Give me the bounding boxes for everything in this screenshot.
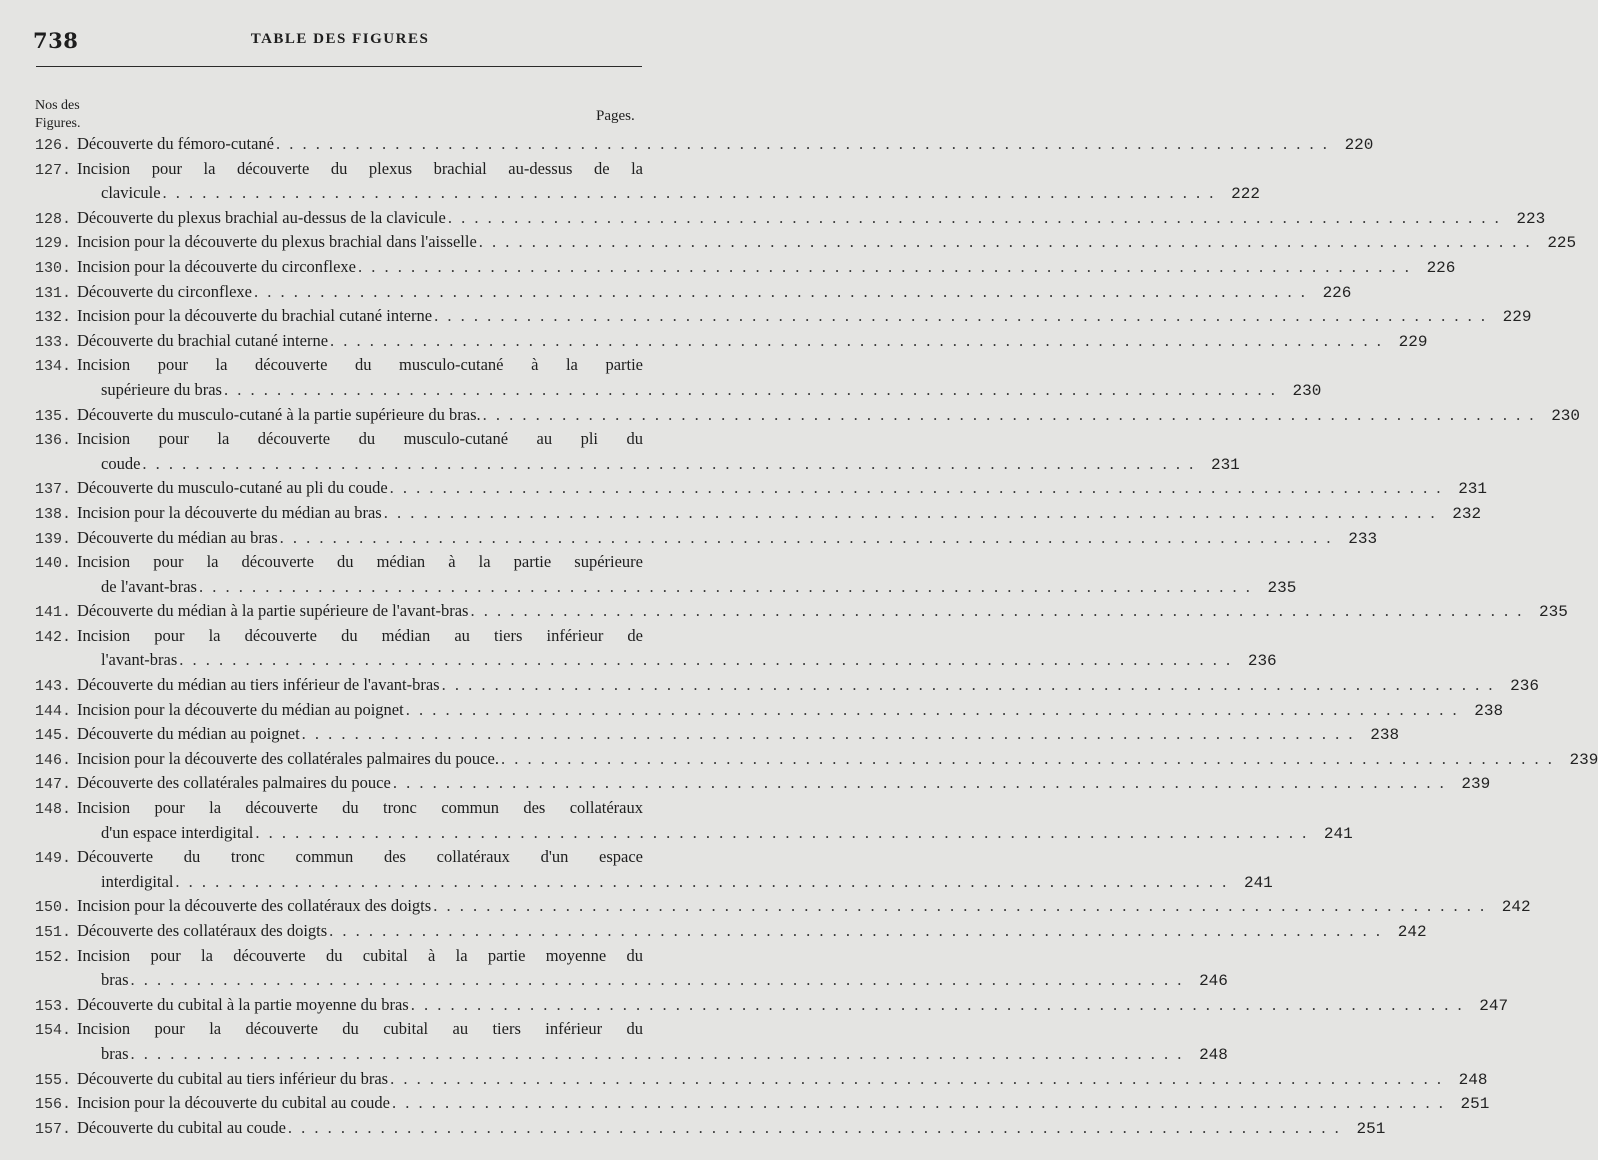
figure-title: l'avant-bras bbox=[101, 650, 178, 670]
figure-list bbox=[35, 132, 1598, 1140]
page-reference: 241 bbox=[1243, 873, 1273, 892]
figure-title: d'un espace interdigital bbox=[101, 822, 254, 842]
figure-number: 130. bbox=[35, 259, 72, 277]
figure-entry bbox=[35, 132, 1374, 157]
figure-entry bbox=[35, 624, 1277, 673]
figure-title: Découverte du brachial cutané interne bbox=[77, 330, 329, 350]
figure-title-with-leader bbox=[77, 403, 1536, 428]
dot-leader: . . . . . . . . . . . . . . . . . . . . . . . . . . . . . . . . . . . . . . . . . . . . . . . . . . . . . . . . . . . . . . . . . . . . . . . . . . . . . . . . bbox=[179, 650, 1233, 670]
figure-number: 151. bbox=[35, 924, 72, 941]
dot-leader: . . . . . . . . . . . . . . . . . . . . . . . . . . . . . . . . . . . . . . . . . . . . . . . . . . . . . . . . . . . . . . . . . . . . . . . . . . . . . . . . bbox=[276, 134, 1330, 153]
figure-entry-line bbox=[35, 1116, 1386, 1141]
page-reference: 231 bbox=[1210, 455, 1240, 474]
figure-title-with-leader bbox=[77, 206, 1501, 231]
figure-number: 136. bbox=[35, 432, 72, 450]
figure-number: 156. bbox=[35, 1096, 72, 1114]
figure-number: 149. bbox=[35, 850, 72, 868]
dot-leader: . . . . . . . . . . . . . . . . . . . . . . . . . . . . . . . . . . . . . . . . . . . . . . . . . . . . . . . . . . . . . . . . . . . . . . . . . . . . . . . . bbox=[410, 994, 1465, 1014]
page-reference: 226 bbox=[1322, 283, 1352, 302]
figure-number: 134. bbox=[35, 358, 72, 376]
page-reference: 242 bbox=[1501, 898, 1531, 917]
figure-entry bbox=[35, 526, 1378, 551]
figure-title: interdigital bbox=[101, 871, 174, 891]
figure-title-with-leader bbox=[77, 771, 1446, 796]
figure-title-with-leader bbox=[101, 870, 1229, 895]
dot-leader: . . . . . . . . . . . . . . . . . . . . . . . . . . . . . . . . . . . . . . . . . . . . . . . . . . . . . . . . . . . . . . . . . . . . . . . . . . . . . . . . bbox=[142, 453, 1196, 473]
figure-entry-line bbox=[35, 230, 1577, 255]
page-reference: 235 bbox=[1539, 603, 1568, 622]
figure-title: Incision pour la découverte du circonflexe bbox=[77, 256, 357, 276]
figure-entry bbox=[35, 206, 1546, 231]
figure-entry-line bbox=[35, 796, 643, 821]
page-reference: 236 bbox=[1247, 652, 1277, 671]
figure-title: Découverte du fémoro-cutané bbox=[77, 134, 274, 153]
figure-entry-line bbox=[35, 870, 1273, 895]
figure-title-with-leader bbox=[77, 919, 1383, 944]
figure-number: 146. bbox=[35, 751, 72, 769]
figure-number: 135. bbox=[35, 407, 72, 425]
page-reference: 239 bbox=[1461, 775, 1491, 794]
figure-number: 148. bbox=[35, 801, 72, 819]
figure-entry-line bbox=[35, 206, 1546, 231]
figure-entry bbox=[35, 403, 1580, 428]
figure-entry bbox=[35, 944, 1228, 993]
dot-leader: . . . . . . . . . . . . . . . . . . . . . . . . . . . . . . . . . . . . . . . . . . . . . . . . . . . . . . . . . . . . . . . . . . . . . . . . . . . . . . . . bbox=[500, 748, 1555, 768]
page-reference: 242 bbox=[1397, 923, 1427, 941]
figure-number: 154. bbox=[35, 1022, 72, 1040]
figure-title: Découverte du cubital au coude bbox=[77, 1117, 286, 1137]
figure-title-with-leader bbox=[77, 304, 1487, 329]
figure-title-with-leader bbox=[77, 747, 1554, 772]
figure-title: Découverte des collatéraux des doigts bbox=[77, 921, 328, 940]
figure-title: clavicule bbox=[101, 183, 161, 203]
figure-title: Incision pour la découverte du musculo-cutané au pli du bbox=[77, 429, 643, 449]
figure-number: 144. bbox=[35, 702, 72, 720]
figure-title-with-leader bbox=[77, 476, 1443, 501]
figure-title: Incision pour la découverte du musculo-cutané à la partie bbox=[77, 355, 643, 375]
figure-entry bbox=[35, 1017, 1228, 1066]
figure-entry-line bbox=[35, 1042, 1228, 1067]
page-reference: 251 bbox=[1356, 1119, 1386, 1138]
figure-title-with-leader bbox=[101, 821, 1309, 846]
figure-title: Incision pour la découverte du médian au poignet bbox=[77, 699, 404, 719]
figure-title-with-leader bbox=[77, 1067, 1443, 1092]
dot-leader: . . . . . . . . . . . . . . . . . . . . . . . . . . . . . . . . . . . . . . . . . . . . . . . . . . . . . . . . . . . . . . . . . . . . . . . . . . . . . . . . bbox=[301, 724, 1356, 744]
dot-leader: . . . . . . . . . . . . . . . . . . . . . . . . . . . . . . . . . . . . . . . . . . . . . . . . . . . . . . . . . . . . . . . . . . . . . . . . . . . . . . . . bbox=[433, 896, 1487, 916]
figure-entry bbox=[35, 255, 1456, 280]
page-reference: 230 bbox=[1292, 381, 1322, 400]
figure-entry bbox=[35, 845, 1273, 894]
page-reference: 241 bbox=[1323, 824, 1353, 843]
figure-title: Incision pour la découverte des collatérales palmaires du pouce. bbox=[77, 748, 499, 768]
figure-title-with-leader bbox=[101, 648, 1233, 673]
figure-entry-line bbox=[35, 304, 1532, 329]
page-reference: 233 bbox=[1348, 529, 1378, 548]
figure-title: Incision pour la découverte du médian au tiers inférieur de bbox=[77, 625, 643, 645]
page-reference: 238 bbox=[1474, 701, 1504, 720]
figure-title-with-leader bbox=[77, 230, 1532, 255]
figure-entry bbox=[35, 476, 1488, 501]
figure-title: Incision pour la découverte du médian au bras bbox=[77, 502, 382, 522]
page-reference: 235 bbox=[1267, 578, 1297, 597]
page-reference: 231 bbox=[1458, 480, 1488, 499]
dot-leader: . . . . . . . . . . . . . . . . . . . . . . . . . . . . . . . . . . . . . . . . . . . . . . . . . . . . . . . . . . . . . . . . . . . . . . . . . . . . . . . . bbox=[223, 379, 1278, 399]
page-reference: 220 bbox=[1344, 136, 1374, 154]
figure-number: 138. bbox=[35, 505, 72, 523]
figure-entry-line bbox=[35, 501, 1482, 526]
figure-title-with-leader bbox=[77, 698, 1459, 723]
figure-entry-line bbox=[35, 1091, 1490, 1116]
page-reference: 238 bbox=[1370, 726, 1400, 745]
figure-number: 133. bbox=[35, 333, 72, 351]
dot-leader: . . . . . . . . . . . . . . . . . . . . . . . . . . . . . . . . . . . . . . . . . . . . . . . . . . . . . . . . . . . . . . . . . . . . . . . . . . . . . . . . bbox=[389, 478, 1444, 498]
figure-title: Découverte du tronc commun des collatéraux d'un espace bbox=[77, 847, 643, 867]
figure-title: Incision pour la découverte du médian à la partie supérieure bbox=[77, 552, 643, 572]
figure-title-with-leader bbox=[77, 673, 1495, 698]
page-reference: 239 bbox=[1569, 750, 1598, 769]
figure-title-with-leader bbox=[101, 181, 1216, 206]
figure-title: Incision pour la découverte du cubital à la partie moyenne du bbox=[77, 945, 643, 965]
page-reference: 223 bbox=[1516, 209, 1546, 228]
figure-title: Incision pour la découverte du brachial cutané interne bbox=[77, 306, 433, 326]
figure-entry-line bbox=[35, 181, 1260, 206]
dot-leader: . . . . . . . . . . . . . . . . . . . . . . . . . . . . . . . . . . . . . . . . . . . . . . . . . . . . . . . . . . . . . . . . . . . . . . . . . . . . . . . . bbox=[255, 822, 1309, 842]
figure-entry-line bbox=[35, 894, 1531, 919]
page-reference: 229 bbox=[1398, 332, 1428, 351]
dot-leader: . . . . . . . . . . . . . . . . . . . . . . . . . . . . . . . . . . . . . . . . . . . . . . . . . . . . . . . . . . . . . . . . . . . . . . . . . . . . . . . . bbox=[441, 675, 1495, 695]
figure-title-with-leader bbox=[77, 993, 1464, 1018]
figure-title-with-leader bbox=[101, 378, 1277, 403]
figure-title: Incision pour la découverte des collatéraux des doigts bbox=[77, 896, 432, 916]
figure-title-with-leader bbox=[101, 1042, 1184, 1067]
page-number: 738 bbox=[33, 28, 79, 53]
figure-entry bbox=[35, 599, 1568, 624]
dot-leader: . . . . . . . . . . . . . . . . . . . . . . . . . . . . . . . . . . . . . . . . . . . . . . . . . . . . . . . . . . . . . . . . . . . . . . . . . . . . . . . . bbox=[162, 183, 1216, 203]
figure-title-with-leader bbox=[77, 132, 1329, 157]
figure-title: Découverte du médian au bras bbox=[77, 527, 278, 547]
figure-entry-line bbox=[35, 648, 1277, 673]
dot-leader: . . . . . . . . . . . . . . . . . . . . . . . . . . . . . . . . . . . . . . . . . . . . . . . . . . . . . . . . . . . . . . . . . . . . . . . . . . . . . . . . bbox=[175, 871, 1229, 891]
figure-entry bbox=[35, 747, 1598, 772]
figure-entry-line bbox=[35, 452, 1240, 477]
figure-entry-line bbox=[35, 132, 1374, 157]
figure-title: Découverte du médian au tiers inférieur de l'avant-bras bbox=[77, 675, 440, 695]
figure-title: de l'avant-bras bbox=[101, 576, 197, 596]
dot-leader: . . . . . . . . . . . . . . . . . . . . . . . . . . . . . . . . . . . . . . . . . . . . . . . . . . . . . . . . . . . . . . . . . . . . . . . . . . . . . . . . bbox=[405, 699, 1460, 719]
figure-entry-line bbox=[35, 845, 643, 870]
figure-entry bbox=[35, 993, 1509, 1018]
figure-entry bbox=[35, 919, 1427, 944]
figure-entry-line bbox=[35, 599, 1568, 624]
column-label-pages: Pages. bbox=[596, 108, 635, 124]
page-reference: 251 bbox=[1460, 1095, 1490, 1114]
figure-number: 152. bbox=[35, 948, 72, 966]
figure-entry-line bbox=[35, 1067, 1488, 1092]
figure-title-with-leader bbox=[77, 526, 1333, 551]
dot-leader: . . . . . . . . . . . . . . . . . . . . . . . . . . . . . . . . . . . . . . . . . . . . . . . . . . . . . . . . . . . . . . . . . . . . . . . . . . . . . . . . bbox=[482, 404, 1536, 424]
figure-title-with-leader bbox=[101, 575, 1252, 600]
figure-entry-line bbox=[35, 919, 1427, 944]
figure-entry-line bbox=[35, 255, 1456, 280]
figure-entry bbox=[35, 894, 1531, 919]
figure-title: coude bbox=[101, 453, 141, 473]
figure-entry bbox=[35, 698, 1504, 723]
running-title: TABLE DES FIGURES bbox=[250, 31, 430, 47]
figure-entry bbox=[35, 722, 1400, 747]
figure-title-with-leader bbox=[77, 722, 1355, 747]
figure-number: 132. bbox=[35, 309, 72, 327]
dot-leader: . . . . . . . . . . . . . . . . . . . . . . . . . . . . . . . . . . . . . . . . . . . . . . . . . . . . . . . . . . . . . . . . . . . . . . . . . . . . . . . . bbox=[447, 207, 1502, 227]
figure-entry-line bbox=[35, 403, 1580, 428]
dot-leader: . . . . . . . . . . . . . . . . . . . . . . . . . . . . . . . . . . . . . . . . . . . . . . . . . . . . . . . . . . . . . . . . . . . . . . . . . . . . . . . . bbox=[470, 601, 1524, 621]
page-reference: 229 bbox=[1502, 308, 1532, 327]
page-reference: 222 bbox=[1231, 185, 1260, 204]
figure-entry bbox=[35, 1091, 1490, 1116]
page-reference: 248 bbox=[1199, 1045, 1228, 1064]
figure-title-with-leader bbox=[77, 1116, 1341, 1141]
dot-leader: . . . . . . . . . . . . . . . . . . . . . . . . . . . . . . . . . . . . . . . . . . . . . . . . . . . . . . . . . . . . . . . . . . . . . . . . . . . . . . . . bbox=[130, 970, 1184, 990]
figure-entry-line bbox=[35, 427, 643, 452]
figure-title: Découverte du plexus brachial au-dessus de la clavicule bbox=[77, 207, 446, 227]
column-label-numbers-line2: Figures. bbox=[35, 116, 81, 131]
page-reference: 230 bbox=[1551, 406, 1580, 425]
figure-title: bras bbox=[101, 1043, 129, 1063]
column-label-numbers-line1: Nos des bbox=[35, 98, 80, 113]
dot-leader: . . . . . . . . . . . . . . . . . . . . . . . . . . . . . . . . . . . . . . . . . . . . . . . . . . . . . . . . . . . . . . . . . . . . . . . . . . . . . . . . bbox=[390, 1068, 1444, 1088]
figure-title-with-leader bbox=[77, 1091, 1445, 1116]
page-reference: 247 bbox=[1479, 996, 1509, 1015]
page-reference: 225 bbox=[1547, 234, 1577, 253]
figure-entry-line bbox=[35, 722, 1400, 747]
figure-entry bbox=[35, 501, 1482, 526]
figure-number: 131. bbox=[35, 284, 72, 302]
figure-title: Découverte du médian à la partie supérieure de l'avant-bras bbox=[77, 601, 469, 621]
figure-title-with-leader bbox=[77, 599, 1524, 624]
figure-entry bbox=[35, 771, 1491, 796]
figure-entry bbox=[35, 353, 1322, 402]
figure-number: 129. bbox=[35, 235, 72, 253]
figure-number: 127. bbox=[35, 161, 72, 179]
figure-title: Incision pour la découverte du cubital au tiers inférieur du bbox=[77, 1019, 643, 1039]
figure-entry-line bbox=[35, 353, 643, 378]
figure-number: 126. bbox=[35, 137, 72, 154]
figure-entry bbox=[35, 550, 1297, 599]
page-reference: 236 bbox=[1510, 677, 1539, 696]
figure-entry-line bbox=[35, 993, 1509, 1018]
dot-leader: . . . . . . . . . . . . . . . . . . . . . . . . . . . . . . . . . . . . . . . . . . . . . . . . . . . . . . . . . . . . . . . . . . . . . . . . . . . . . . . . bbox=[392, 773, 1447, 793]
figure-entry bbox=[35, 329, 1428, 354]
page-reference: 248 bbox=[1458, 1070, 1488, 1089]
figure-entry-line bbox=[35, 329, 1428, 354]
figure-entry-line bbox=[35, 944, 643, 969]
figure-title: supérieure du bras bbox=[101, 379, 222, 399]
page-reference: 246 bbox=[1199, 972, 1228, 991]
dot-leader: . . . . . . . . . . . . . . . . . . . . . . . . . . . . . . . . . . . . . . . . . . . . . . . . . . . . . . . . . . . . . . . . . . . . . . . . . . . . . . . . bbox=[254, 281, 1308, 301]
figure-entry-line bbox=[35, 1017, 643, 1042]
figure-number: 141. bbox=[35, 604, 72, 622]
figure-entry bbox=[35, 673, 1539, 698]
figure-number: 139. bbox=[35, 530, 72, 548]
figure-entry bbox=[35, 1116, 1386, 1141]
figure-title-with-leader bbox=[101, 968, 1184, 993]
dot-leader: . . . . . . . . . . . . . . . . . . . . . . . . . . . . . . . . . . . . . . . . . . . . . . . . . . . . . . . . . . . . . . . . . . . . . . . . . . . . . . . . bbox=[279, 527, 1334, 547]
figure-number: 143. bbox=[35, 678, 72, 696]
column-label-numbers bbox=[35, 97, 81, 133]
figure-title: Découverte du cubital au tiers inférieur du bras bbox=[77, 1068, 389, 1088]
figure-entry-line bbox=[35, 771, 1491, 796]
figure-number: 147. bbox=[35, 776, 72, 794]
figure-title: Incision pour la découverte du plexus brachial au-dessus de la bbox=[77, 158, 643, 178]
figure-title-with-leader bbox=[77, 329, 1383, 354]
dot-leader: . . . . . . . . . . . . . . . . . . . . . . . . . . . . . . . . . . . . . . . . . . . . . . . . . . . . . . . . . . . . . . . . . . . . . . . . . . . . . . . . bbox=[434, 306, 1488, 326]
figure-title: Découverte du médian au poignet bbox=[77, 724, 300, 744]
figure-entry-line bbox=[35, 280, 1352, 305]
dot-leader: . . . . . . . . . . . . . . . . . . . . . . . . . . . . . . . . . . . . . . . . . . . . . . . . . . . . . . . . . . . . . . . . . . . . . . . . . . . . . . . . bbox=[383, 502, 1438, 522]
dot-leader: . . . . . . . . . . . . . . . . . . . . . . . . . . . . . . . . . . . . . . . . . . . . . . . . . . . . . . . . . . . . . . . . . . . . . . . . . . . . . . . . bbox=[287, 1117, 1342, 1137]
figure-number: 128. bbox=[35, 210, 72, 228]
figure-number: 140. bbox=[35, 555, 72, 573]
figure-title: Découverte du circonflexe bbox=[77, 281, 252, 301]
figure-entry-line bbox=[35, 624, 643, 649]
figure-number: 150. bbox=[35, 899, 72, 917]
figure-entry-line bbox=[35, 157, 643, 182]
figure-title-with-leader bbox=[77, 501, 1437, 526]
dot-leader: . . . . . . . . . . . . . . . . . . . . . . . . . . . . . . . . . . . . . . . . . . . . . . . . . . . . . . . . . . . . . . . . . . . . . . . . . . . . . . . . bbox=[478, 232, 1533, 252]
figure-entry bbox=[35, 1067, 1488, 1092]
dot-leader: . . . . . . . . . . . . . . . . . . . . . . . . . . . . . . . . . . . . . . . . . . . . . . . . . . . . . . . . . . . . . . . . . . . . . . . . . . . . . . . . bbox=[130, 1043, 1184, 1063]
figure-number: 137. bbox=[35, 481, 72, 499]
figure-entry-line bbox=[35, 575, 1297, 600]
figure-title-with-leader bbox=[77, 255, 1411, 280]
page-reference: 232 bbox=[1452, 504, 1482, 523]
header-rule bbox=[36, 66, 642, 67]
figure-entry bbox=[35, 796, 1353, 845]
figure-title: Découverte des collatérales palmaires du pouce bbox=[77, 773, 391, 793]
figure-entry-line bbox=[35, 968, 1228, 993]
figure-title: Incision pour la découverte du plexus brachial dans l'aisselle bbox=[77, 232, 477, 252]
figure-number: 157. bbox=[35, 1120, 72, 1138]
figure-title-with-leader bbox=[101, 452, 1196, 477]
figure-entry-line bbox=[35, 698, 1504, 723]
figure-entry-line bbox=[35, 378, 1322, 403]
figure-number: 145. bbox=[35, 727, 72, 745]
figure-title: Incision pour la découverte du tronc commun des collatéraux bbox=[77, 798, 643, 818]
figure-entry-line bbox=[35, 526, 1378, 551]
figure-number: 142. bbox=[35, 628, 72, 646]
figure-number: 153. bbox=[35, 997, 72, 1015]
figure-entry-line bbox=[35, 747, 1598, 772]
dot-leader: . . . . . . . . . . . . . . . . . . . . . . . . . . . . . . . . . . . . . . . . . . . . . . . . . . . . . . . . . . . . . . . . . . . . . . . . . . . . . . . . bbox=[198, 576, 1253, 596]
figure-entry bbox=[35, 230, 1577, 255]
figure-entry bbox=[35, 427, 1240, 476]
figure-title: Découverte du musculo-cutané au pli du coude bbox=[77, 478, 388, 498]
dot-leader: . . . . . . . . . . . . . . . . . . . . . . . . . . . . . . . . . . . . . . . . . . . . . . . . . . . . . . . . . . . . . . . . . . . . . . . . . . . . . . . . bbox=[391, 1093, 1446, 1113]
figure-entry-line bbox=[35, 476, 1488, 501]
figure-title: Incision pour la découverte du cubital au coude bbox=[77, 1093, 390, 1113]
figure-title-with-leader bbox=[77, 280, 1307, 305]
figure-number: 155. bbox=[35, 1071, 72, 1089]
dot-leader: . . . . . . . . . . . . . . . . . . . . . . . . . . . . . . . . . . . . . . . . . . . . . . . . . . . . . . . . . . . . . . . . . . . . . . . . . . . . . . . . bbox=[330, 330, 1384, 350]
figure-entry-line bbox=[35, 821, 1353, 846]
figure-title: bras bbox=[101, 970, 129, 990]
figure-entry-line bbox=[35, 673, 1539, 698]
page-reference: 226 bbox=[1426, 258, 1456, 277]
figure-entry bbox=[35, 157, 1260, 206]
figure-entry-line bbox=[35, 550, 643, 575]
figure-entry bbox=[35, 280, 1352, 305]
figure-title: Découverte du musculo-cutané à la partie supérieure du bras. bbox=[77, 404, 481, 424]
figure-title-with-leader bbox=[77, 894, 1487, 919]
dot-leader: . . . . . . . . . . . . . . . . . . . . . . . . . . . . . . . . . . . . . . . . . . . . . . . . . . . . . . . . . . . . . . . . . . . . . . . . . . . . . . . . bbox=[329, 921, 1383, 940]
figure-entry bbox=[35, 304, 1532, 329]
figure-title: Découverte du cubital à la partie moyenne du bras bbox=[77, 994, 409, 1014]
dot-leader: . . . . . . . . . . . . . . . . . . . . . . . . . . . . . . . . . . . . . . . . . . . . . . . . . . . . . . . . . . . . . . . . . . . . . . . . . . . . . . . . bbox=[358, 256, 1412, 276]
